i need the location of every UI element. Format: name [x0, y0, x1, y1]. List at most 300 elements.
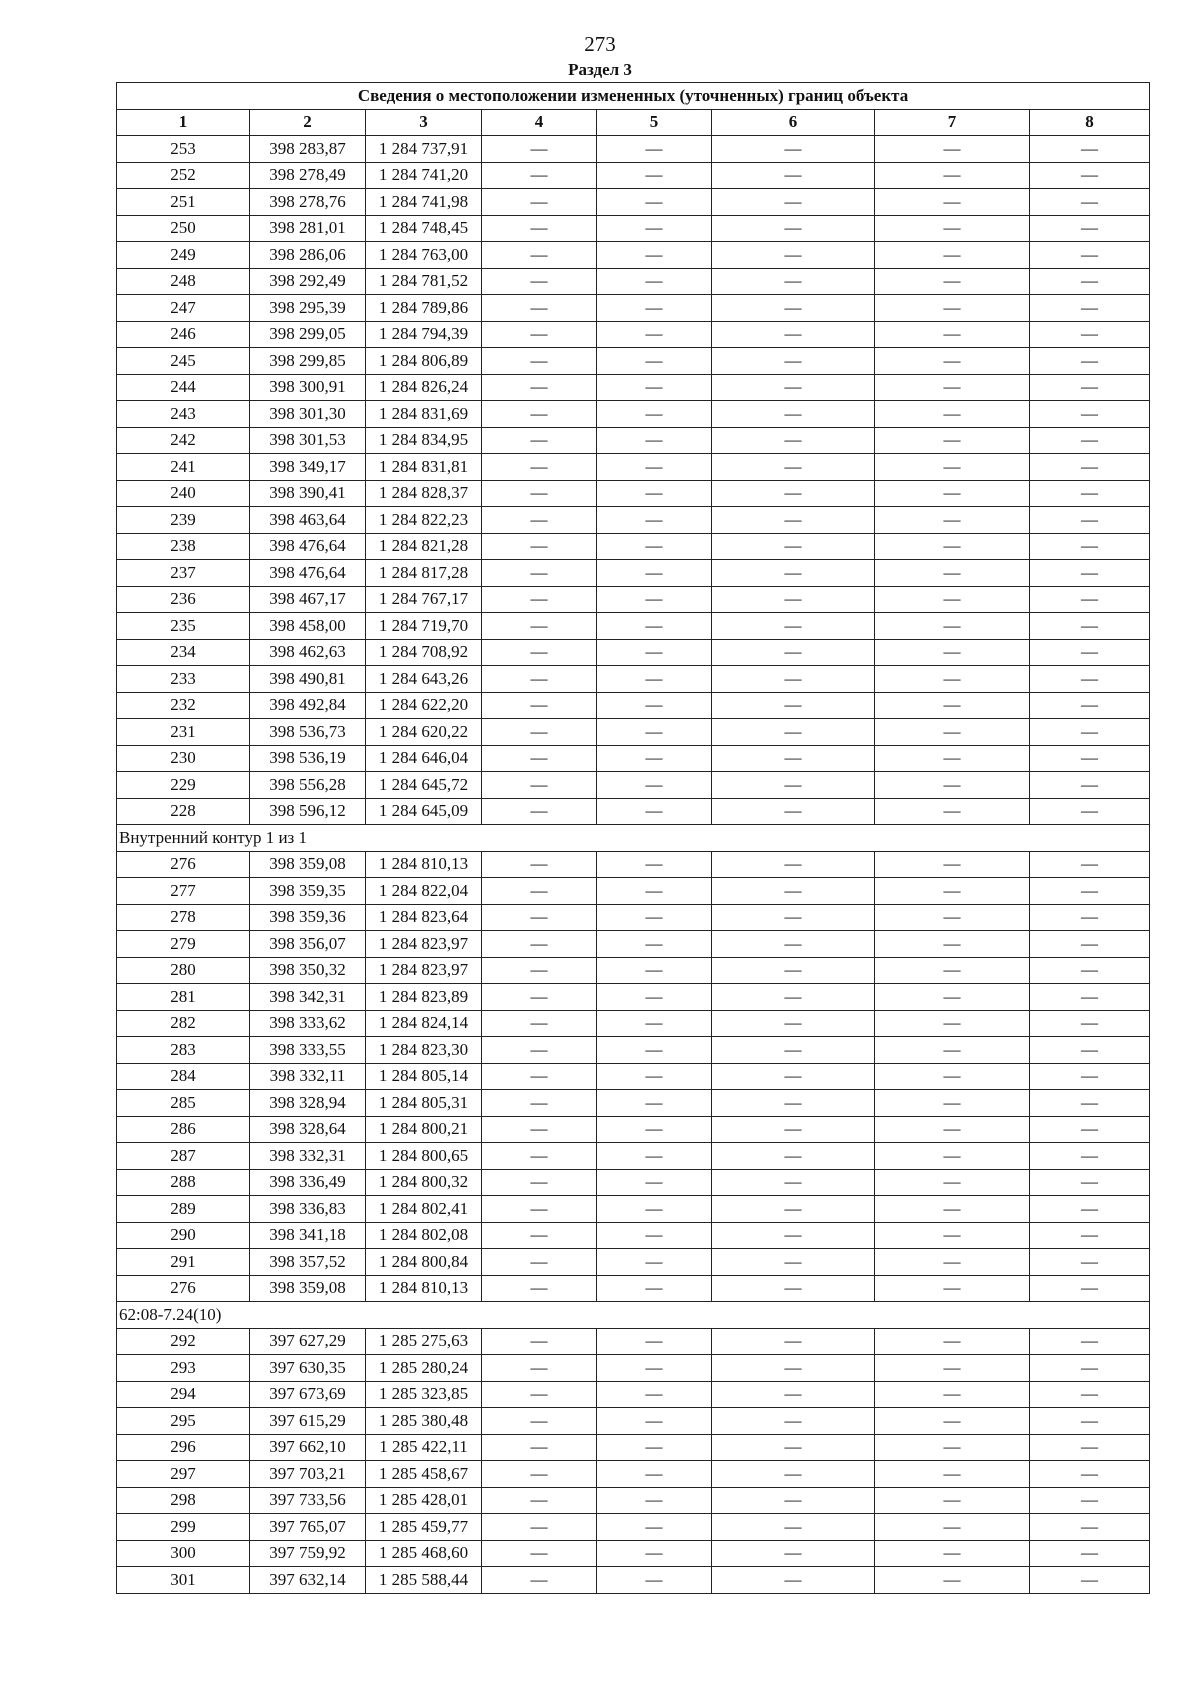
- empty-value-cell: —: [597, 1037, 712, 1064]
- table-row: [117, 692, 1150, 719]
- empty-value-cell: —: [597, 1090, 712, 1117]
- point-number-cell: 245: [117, 348, 250, 375]
- table-row: [117, 878, 1150, 905]
- y-coordinate-cell: 1 285 280,24: [366, 1355, 482, 1382]
- point-number-cell: 233: [117, 666, 250, 693]
- y-coordinate-cell: 1 284 831,69: [366, 401, 482, 428]
- x-coordinate-cell: 398 332,11: [250, 1063, 366, 1090]
- x-coordinate-cell: 398 536,73: [250, 719, 366, 746]
- x-coordinate-cell: 398 278,76: [250, 189, 366, 216]
- point-number-cell: 297: [117, 1461, 250, 1488]
- x-coordinate-cell: 398 359,35: [250, 878, 366, 905]
- empty-value-cell: —: [875, 1196, 1030, 1223]
- empty-value-cell: —: [875, 984, 1030, 1011]
- point-number-cell: 284: [117, 1063, 250, 1090]
- point-number-cell: 244: [117, 374, 250, 401]
- empty-value-cell: —: [482, 454, 597, 481]
- y-coordinate-cell: 1 285 380,48: [366, 1408, 482, 1435]
- column-header: 2: [250, 109, 366, 136]
- x-coordinate-cell: 397 615,29: [250, 1408, 366, 1435]
- empty-value-cell: —: [1030, 507, 1150, 534]
- empty-value-cell: —: [1030, 1381, 1150, 1408]
- empty-value-cell: —: [597, 1169, 712, 1196]
- y-coordinate-cell: 1 284 805,14: [366, 1063, 482, 1090]
- empty-value-cell: —: [875, 480, 1030, 507]
- y-coordinate-cell: 1 284 828,37: [366, 480, 482, 507]
- page-number: 273: [584, 32, 616, 56]
- y-coordinate-cell: 1 284 800,21: [366, 1116, 482, 1143]
- empty-value-cell: —: [875, 401, 1030, 428]
- y-coordinate-cell: 1 285 422,11: [366, 1434, 482, 1461]
- empty-value-cell: —: [875, 560, 1030, 587]
- empty-value-cell: —: [1030, 374, 1150, 401]
- empty-value-cell: —: [597, 1434, 712, 1461]
- y-coordinate-cell: 1 284 817,28: [366, 560, 482, 587]
- empty-value-cell: —: [597, 1461, 712, 1488]
- contour-section-label: Внутренний контур 1 из 1: [117, 825, 1150, 852]
- empty-value-cell: —: [875, 242, 1030, 269]
- empty-value-cell: —: [1030, 268, 1150, 295]
- empty-value-cell: —: [482, 507, 597, 534]
- empty-value-cell: —: [482, 931, 597, 958]
- empty-value-cell: —: [597, 560, 712, 587]
- empty-value-cell: —: [597, 321, 712, 348]
- empty-value-cell: —: [875, 1487, 1030, 1514]
- empty-value-cell: —: [875, 348, 1030, 375]
- empty-value-cell: —: [1030, 1487, 1150, 1514]
- empty-value-cell: —: [712, 1196, 875, 1223]
- table-row: [117, 586, 1150, 613]
- x-coordinate-cell: 397 630,35: [250, 1355, 366, 1382]
- table-row: [117, 1037, 1150, 1064]
- x-coordinate-cell: 398 328,94: [250, 1090, 366, 1117]
- x-coordinate-cell: 398 278,49: [250, 162, 366, 189]
- x-coordinate-cell: 398 333,55: [250, 1037, 366, 1064]
- table-row: [117, 1567, 1150, 1594]
- y-coordinate-cell: 1 284 741,98: [366, 189, 482, 216]
- y-coordinate-cell: 1 284 763,00: [366, 242, 482, 269]
- y-coordinate-cell: 1 284 708,92: [366, 639, 482, 666]
- column-header: 3: [366, 109, 482, 136]
- empty-value-cell: —: [597, 1487, 712, 1514]
- empty-value-cell: —: [712, 1328, 875, 1355]
- point-number-cell: 246: [117, 321, 250, 348]
- empty-value-cell: —: [1030, 851, 1150, 878]
- y-coordinate-cell: 1 284 622,20: [366, 692, 482, 719]
- empty-value-cell: —: [875, 454, 1030, 481]
- empty-value-cell: —: [482, 1196, 597, 1223]
- empty-value-cell: —: [875, 1275, 1030, 1302]
- empty-value-cell: —: [712, 798, 875, 825]
- empty-value-cell: —: [482, 1381, 597, 1408]
- table-caption: Сведения о местоположении измененных (уточненных) границ объекта: [117, 83, 1150, 110]
- x-coordinate-cell: 398 333,62: [250, 1010, 366, 1037]
- table-row: [117, 1355, 1150, 1382]
- point-number-cell: 251: [117, 189, 250, 216]
- empty-value-cell: —: [597, 295, 712, 322]
- x-coordinate-cell: 398 292,49: [250, 268, 366, 295]
- y-coordinate-cell: 1 284 800,32: [366, 1169, 482, 1196]
- empty-value-cell: —: [482, 401, 597, 428]
- empty-value-cell: —: [875, 1063, 1030, 1090]
- table-row: [117, 1328, 1150, 1355]
- table-row: [117, 427, 1150, 454]
- empty-value-cell: —: [482, 1487, 597, 1514]
- y-coordinate-cell: 1 285 428,01: [366, 1487, 482, 1514]
- empty-value-cell: —: [712, 1408, 875, 1435]
- x-coordinate-cell: 398 359,08: [250, 1275, 366, 1302]
- empty-value-cell: —: [597, 772, 712, 799]
- empty-value-cell: —: [1030, 745, 1150, 772]
- table-row: [117, 268, 1150, 295]
- point-number-cell: 280: [117, 957, 250, 984]
- y-coordinate-cell: 1 284 620,22: [366, 719, 482, 746]
- empty-value-cell: —: [482, 533, 597, 560]
- y-coordinate-cell: 1 284 822,23: [366, 507, 482, 534]
- empty-value-cell: —: [1030, 560, 1150, 587]
- y-coordinate-cell: 1 284 821,28: [366, 533, 482, 560]
- empty-value-cell: —: [712, 1540, 875, 1567]
- empty-value-cell: —: [1030, 242, 1150, 269]
- table-row: [117, 480, 1150, 507]
- empty-value-cell: —: [875, 772, 1030, 799]
- empty-value-cell: —: [597, 878, 712, 905]
- empty-value-cell: —: [712, 957, 875, 984]
- x-coordinate-cell: 398 299,85: [250, 348, 366, 375]
- y-coordinate-cell: 1 284 834,95: [366, 427, 482, 454]
- empty-value-cell: —: [482, 215, 597, 242]
- empty-value-cell: —: [875, 1408, 1030, 1435]
- empty-value-cell: —: [1030, 1514, 1150, 1541]
- empty-value-cell: —: [1030, 613, 1150, 640]
- y-coordinate-cell: 1 284 646,04: [366, 745, 482, 772]
- empty-value-cell: —: [875, 851, 1030, 878]
- empty-value-cell: —: [597, 1222, 712, 1249]
- x-coordinate-cell: 398 341,18: [250, 1222, 366, 1249]
- empty-value-cell: —: [482, 1037, 597, 1064]
- empty-value-cell: —: [482, 1063, 597, 1090]
- empty-value-cell: —: [1030, 931, 1150, 958]
- empty-value-cell: —: [1030, 1010, 1150, 1037]
- table-row: [117, 1434, 1150, 1461]
- empty-value-cell: —: [597, 666, 712, 693]
- empty-value-cell: —: [597, 745, 712, 772]
- point-number-cell: 291: [117, 1249, 250, 1276]
- empty-value-cell: —: [875, 1169, 1030, 1196]
- table-row: [117, 242, 1150, 269]
- empty-value-cell: —: [875, 745, 1030, 772]
- y-coordinate-cell: 1 284 794,39: [366, 321, 482, 348]
- empty-value-cell: —: [597, 1275, 712, 1302]
- empty-value-cell: —: [597, 931, 712, 958]
- empty-value-cell: —: [1030, 1169, 1150, 1196]
- x-coordinate-cell: 397 759,92: [250, 1540, 366, 1567]
- empty-value-cell: —: [482, 904, 597, 931]
- empty-value-cell: —: [1030, 401, 1150, 428]
- empty-value-cell: —: [1030, 1116, 1150, 1143]
- y-coordinate-cell: 1 285 588,44: [366, 1567, 482, 1594]
- x-coordinate-cell: 398 332,31: [250, 1143, 366, 1170]
- empty-value-cell: —: [712, 136, 875, 163]
- empty-value-cell: —: [1030, 1143, 1150, 1170]
- y-coordinate-cell: 1 284 719,70: [366, 613, 482, 640]
- empty-value-cell: —: [482, 136, 597, 163]
- y-coordinate-cell: 1 284 741,20: [366, 162, 482, 189]
- point-number-cell: 252: [117, 162, 250, 189]
- empty-value-cell: —: [875, 374, 1030, 401]
- empty-value-cell: —: [712, 507, 875, 534]
- y-coordinate-cell: 1 285 459,77: [366, 1514, 482, 1541]
- empty-value-cell: —: [875, 1540, 1030, 1567]
- empty-value-cell: —: [712, 719, 875, 746]
- table-row: [117, 851, 1150, 878]
- x-coordinate-cell: 398 357,52: [250, 1249, 366, 1276]
- empty-value-cell: —: [1030, 1355, 1150, 1382]
- table-caption-row: [117, 83, 1150, 110]
- table-row: [117, 719, 1150, 746]
- table-row: [117, 666, 1150, 693]
- x-coordinate-cell: 398 336,83: [250, 1196, 366, 1223]
- empty-value-cell: —: [875, 162, 1030, 189]
- empty-value-cell: —: [597, 1196, 712, 1223]
- y-coordinate-cell: 1 284 823,64: [366, 904, 482, 931]
- x-coordinate-cell: 397 765,07: [250, 1514, 366, 1541]
- point-number-cell: 232: [117, 692, 250, 719]
- empty-value-cell: —: [1030, 1249, 1150, 1276]
- table-row: [117, 639, 1150, 666]
- y-coordinate-cell: 1 284 822,04: [366, 878, 482, 905]
- table-row: [117, 1063, 1150, 1090]
- empty-value-cell: —: [712, 295, 875, 322]
- contour-section-row: [117, 825, 1150, 852]
- empty-value-cell: —: [482, 957, 597, 984]
- point-number-cell: 301: [117, 1567, 250, 1594]
- x-coordinate-cell: 398 328,64: [250, 1116, 366, 1143]
- y-coordinate-cell: 1 284 645,72: [366, 772, 482, 799]
- x-coordinate-cell: 398 390,41: [250, 480, 366, 507]
- empty-value-cell: —: [1030, 1275, 1150, 1302]
- point-number-cell: 247: [117, 295, 250, 322]
- empty-value-cell: —: [597, 189, 712, 216]
- empty-value-cell: —: [1030, 162, 1150, 189]
- boundary-coordinates-table: [116, 82, 1150, 1594]
- empty-value-cell: —: [875, 613, 1030, 640]
- empty-value-cell: —: [875, 1381, 1030, 1408]
- empty-value-cell: —: [482, 374, 597, 401]
- empty-value-cell: —: [712, 162, 875, 189]
- empty-value-cell: —: [597, 136, 712, 163]
- table-row: [117, 215, 1150, 242]
- empty-value-cell: —: [482, 798, 597, 825]
- point-number-cell: 285: [117, 1090, 250, 1117]
- empty-value-cell: —: [482, 348, 597, 375]
- empty-value-cell: —: [597, 1328, 712, 1355]
- empty-value-cell: —: [875, 507, 1030, 534]
- column-header: 8: [1030, 109, 1150, 136]
- x-coordinate-cell: 398 301,30: [250, 401, 366, 428]
- empty-value-cell: —: [712, 321, 875, 348]
- y-coordinate-cell: 1 284 823,30: [366, 1037, 482, 1064]
- x-coordinate-cell: 397 673,69: [250, 1381, 366, 1408]
- empty-value-cell: —: [875, 1461, 1030, 1488]
- x-coordinate-cell: 398 596,12: [250, 798, 366, 825]
- table-row: [117, 904, 1150, 931]
- empty-value-cell: —: [1030, 719, 1150, 746]
- empty-value-cell: —: [875, 1514, 1030, 1541]
- empty-value-cell: —: [597, 984, 712, 1011]
- contour-section-row: [117, 1302, 1150, 1329]
- table-row: [117, 1116, 1150, 1143]
- column-header: 1: [117, 109, 250, 136]
- empty-value-cell: —: [1030, 1090, 1150, 1117]
- table-row: [117, 984, 1150, 1011]
- table-row: [117, 931, 1150, 958]
- y-coordinate-cell: 1 284 831,81: [366, 454, 482, 481]
- empty-value-cell: —: [875, 586, 1030, 613]
- empty-value-cell: —: [712, 1461, 875, 1488]
- table-row: [117, 348, 1150, 375]
- x-coordinate-cell: 398 462,63: [250, 639, 366, 666]
- y-coordinate-cell: 1 285 458,67: [366, 1461, 482, 1488]
- point-number-cell: 230: [117, 745, 250, 772]
- y-coordinate-cell: 1 284 802,41: [366, 1196, 482, 1223]
- table-row: [117, 1090, 1150, 1117]
- empty-value-cell: —: [482, 480, 597, 507]
- point-number-cell: 242: [117, 427, 250, 454]
- empty-value-cell: —: [1030, 1328, 1150, 1355]
- empty-value-cell: —: [712, 189, 875, 216]
- x-coordinate-cell: 398 458,00: [250, 613, 366, 640]
- x-coordinate-cell: 398 300,91: [250, 374, 366, 401]
- empty-value-cell: —: [875, 1116, 1030, 1143]
- point-number-cell: 296: [117, 1434, 250, 1461]
- empty-value-cell: —: [597, 242, 712, 269]
- x-coordinate-cell: 398 286,06: [250, 242, 366, 269]
- y-coordinate-cell: 1 284 748,45: [366, 215, 482, 242]
- point-number-cell: 288: [117, 1169, 250, 1196]
- empty-value-cell: —: [1030, 189, 1150, 216]
- point-number-cell: 228: [117, 798, 250, 825]
- y-coordinate-cell: 1 284 810,13: [366, 851, 482, 878]
- table-row: [117, 1514, 1150, 1541]
- column-header: 7: [875, 109, 1030, 136]
- x-coordinate-cell: 398 301,53: [250, 427, 366, 454]
- y-coordinate-cell: 1 284 826,24: [366, 374, 482, 401]
- empty-value-cell: —: [482, 321, 597, 348]
- empty-value-cell: —: [597, 719, 712, 746]
- empty-value-cell: —: [712, 454, 875, 481]
- point-number-cell: 286: [117, 1116, 250, 1143]
- empty-value-cell: —: [712, 1169, 875, 1196]
- empty-value-cell: —: [875, 533, 1030, 560]
- empty-value-cell: —: [597, 851, 712, 878]
- empty-value-cell: —: [482, 1275, 597, 1302]
- table-row: [117, 1540, 1150, 1567]
- empty-value-cell: —: [1030, 1196, 1150, 1223]
- empty-value-cell: —: [712, 1434, 875, 1461]
- empty-value-cell: —: [597, 957, 712, 984]
- empty-value-cell: —: [1030, 692, 1150, 719]
- table-row: [117, 613, 1150, 640]
- empty-value-cell: —: [597, 1381, 712, 1408]
- x-coordinate-cell: 398 295,39: [250, 295, 366, 322]
- x-coordinate-cell: 398 283,87: [250, 136, 366, 163]
- empty-value-cell: —: [597, 1010, 712, 1037]
- empty-value-cell: —: [597, 348, 712, 375]
- empty-value-cell: —: [875, 904, 1030, 931]
- y-coordinate-cell: 1 284 781,52: [366, 268, 482, 295]
- empty-value-cell: —: [482, 772, 597, 799]
- table-row: [117, 1275, 1150, 1302]
- empty-value-cell: —: [1030, 1408, 1150, 1435]
- table-row: [117, 1408, 1150, 1435]
- empty-value-cell: —: [597, 1408, 712, 1435]
- table-row: [117, 454, 1150, 481]
- empty-value-cell: —: [712, 242, 875, 269]
- empty-value-cell: —: [712, 613, 875, 640]
- empty-value-cell: —: [712, 878, 875, 905]
- empty-value-cell: —: [482, 427, 597, 454]
- empty-value-cell: —: [875, 268, 1030, 295]
- empty-value-cell: —: [875, 931, 1030, 958]
- table-body: [117, 136, 1150, 1594]
- empty-value-cell: —: [597, 1116, 712, 1143]
- table-row: [117, 1222, 1150, 1249]
- empty-value-cell: —: [1030, 533, 1150, 560]
- column-header-row: [117, 109, 1150, 136]
- empty-value-cell: —: [482, 1249, 597, 1276]
- contour-section-label: 62:08-7.24(10): [117, 1302, 1150, 1329]
- empty-value-cell: —: [712, 427, 875, 454]
- empty-value-cell: —: [712, 268, 875, 295]
- empty-value-cell: —: [597, 401, 712, 428]
- x-coordinate-cell: 398 476,64: [250, 560, 366, 587]
- point-number-cell: 231: [117, 719, 250, 746]
- empty-value-cell: —: [712, 533, 875, 560]
- empty-value-cell: —: [875, 1434, 1030, 1461]
- table-row: [117, 560, 1150, 587]
- empty-value-cell: —: [482, 1514, 597, 1541]
- point-number-cell: 253: [117, 136, 250, 163]
- point-number-cell: 250: [117, 215, 250, 242]
- empty-value-cell: —: [1030, 1037, 1150, 1064]
- empty-value-cell: —: [1030, 348, 1150, 375]
- empty-value-cell: —: [1030, 798, 1150, 825]
- empty-value-cell: —: [482, 878, 597, 905]
- point-number-cell: 240: [117, 480, 250, 507]
- empty-value-cell: —: [1030, 639, 1150, 666]
- empty-value-cell: —: [1030, 586, 1150, 613]
- x-coordinate-cell: 397 627,29: [250, 1328, 366, 1355]
- empty-value-cell: —: [597, 1567, 712, 1594]
- empty-value-cell: —: [875, 878, 1030, 905]
- empty-value-cell: —: [712, 745, 875, 772]
- x-coordinate-cell: 398 281,01: [250, 215, 366, 242]
- empty-value-cell: —: [712, 401, 875, 428]
- empty-value-cell: —: [1030, 1063, 1150, 1090]
- y-coordinate-cell: 1 284 789,86: [366, 295, 482, 322]
- empty-value-cell: —: [597, 427, 712, 454]
- table-row: [117, 136, 1150, 163]
- y-coordinate-cell: 1 284 810,13: [366, 1275, 482, 1302]
- x-coordinate-cell: 398 556,28: [250, 772, 366, 799]
- point-number-cell: 277: [117, 878, 250, 905]
- x-coordinate-cell: 397 733,56: [250, 1487, 366, 1514]
- x-coordinate-cell: 398 476,64: [250, 533, 366, 560]
- point-number-cell: 292: [117, 1328, 250, 1355]
- empty-value-cell: —: [597, 1063, 712, 1090]
- empty-value-cell: —: [875, 321, 1030, 348]
